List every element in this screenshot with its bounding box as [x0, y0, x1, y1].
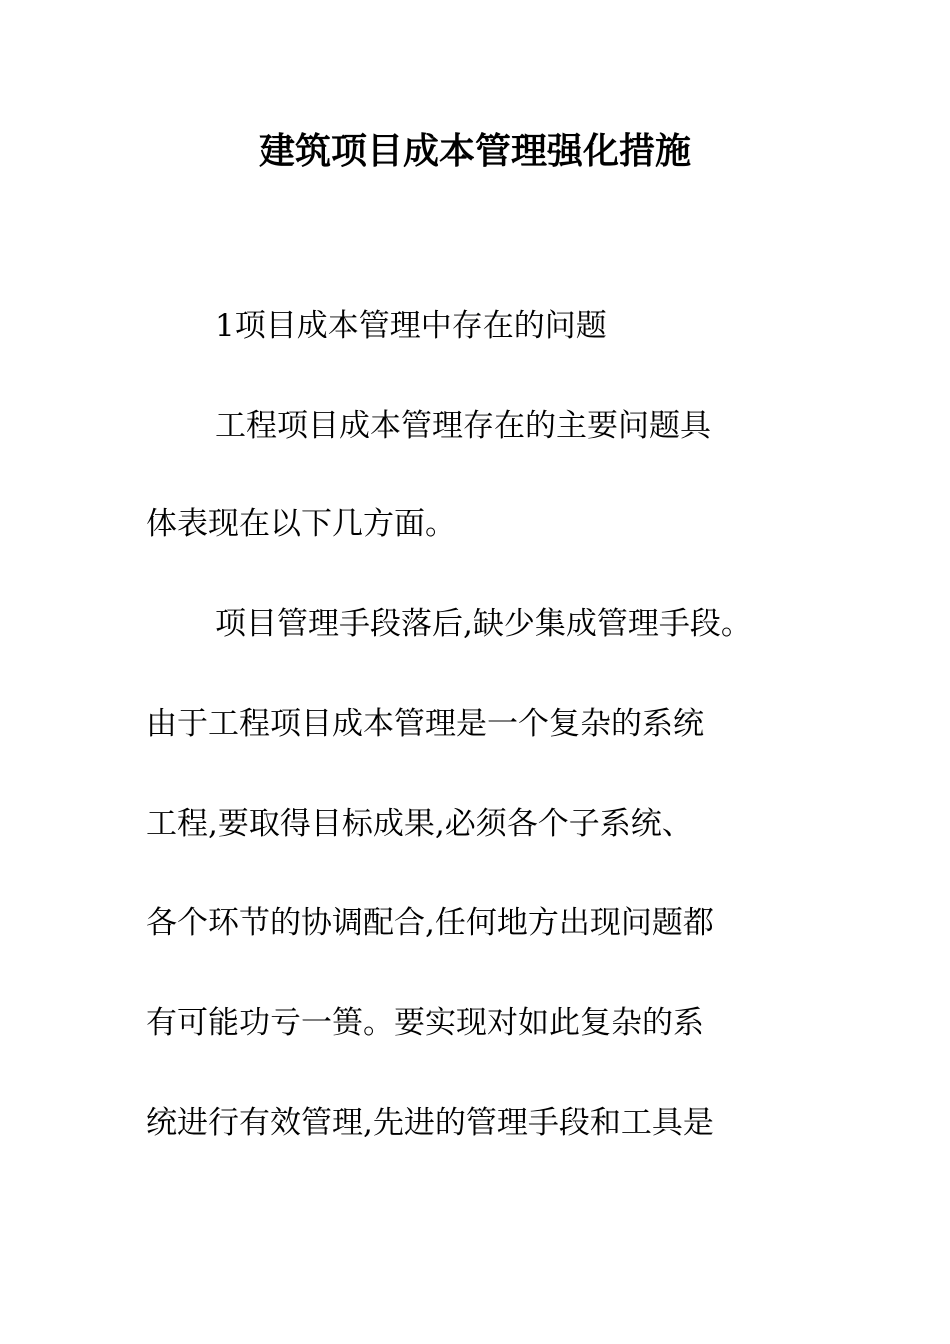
paragraph-line: 各个环节的协调配合,任何地方出现问题都	[146, 905, 714, 941]
paragraph-line: 工程项目成本管理存在的主要问题具	[215, 408, 711, 444]
paragraph-line: 体表现在以下几方面。	[146, 506, 456, 542]
paragraph-line: 工程,要取得目标成果,必须各个子系统、	[146, 806, 693, 842]
paragraph-line: 由于工程项目成本管理是一个复杂的系统	[146, 706, 704, 742]
section-heading: 1项目成本管理中存在的问题	[215, 308, 607, 344]
paragraph-line: 统进行有效管理,先进的管理手段和工具是	[146, 1105, 714, 1141]
document-title: 建筑项目成本管理强化措施	[258, 131, 691, 172]
paragraph-line: 有可能功亏一篑。要实现对如此复杂的系	[146, 1005, 704, 1041]
paragraph-line: 项目管理手段落后,缺少集成管理手段。	[215, 606, 752, 642]
